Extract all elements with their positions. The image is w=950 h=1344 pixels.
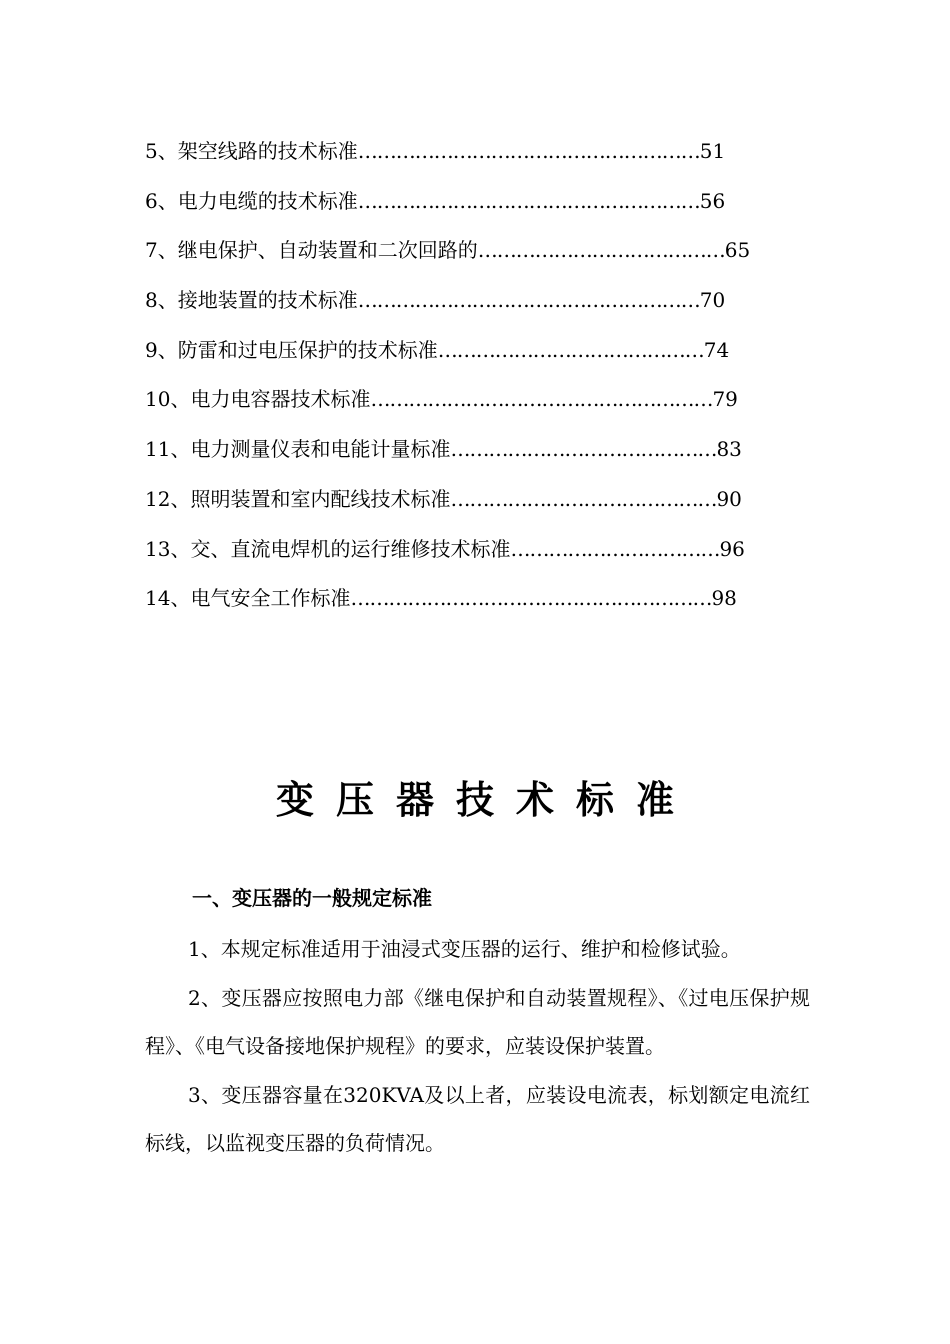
toc-entry-title: 照明装置和室内配线技术标准: [190, 486, 451, 511]
toc-entry-number: 5、: [145, 139, 178, 163]
toc-leader-dots: ……………………………: [510, 536, 720, 561]
toc-entry: [145, 330, 805, 380]
toc-entry: [145, 379, 805, 429]
toc-leader-dots: ……………………………………: [437, 337, 704, 362]
toc-entry-title: 电气安全工作标准: [190, 586, 351, 611]
toc-entry-title: 防雷和过电压保护的技术标准: [177, 337, 438, 362]
toc-entry: [145, 181, 805, 231]
toc-entry: [145, 578, 805, 628]
toc-leader-dots: ………………………………………………: [370, 387, 713, 412]
toc-entry: [145, 131, 805, 181]
toc-entry: [145, 230, 805, 280]
toc-entry-title: 架空线路的技术标准: [177, 139, 358, 163]
toc-entry-page: 51: [699, 139, 726, 163]
toc-leader-dots: ………………………………………………: [357, 139, 700, 163]
toc-entry-number: 8、: [145, 288, 178, 313]
toc-entry: [145, 429, 805, 479]
toc-entry-page: 96: [719, 536, 745, 561]
toc-leader-dots: ………………………………………………: [357, 288, 700, 313]
toc-leader-dots: …………………………………………………: [350, 586, 712, 611]
section-heading: 一、变压器的一般规定标准: [192, 886, 432, 910]
paragraph: 3、变压器容量在320KVA及以上者，应装设电流表，标划额定电流红标线，以监视变压器的负荷情况。: [145, 1082, 810, 1155]
toc-entry: [145, 280, 805, 330]
body-text: [145, 925, 810, 1168]
toc-entry-number: 13、: [145, 536, 191, 561]
toc-entry-page: 79: [712, 387, 738, 412]
toc-entry-number: 11、: [145, 437, 191, 462]
toc-entry-title: 接地装置的技术标准: [177, 288, 358, 313]
toc-leader-dots: ……………………………………: [450, 437, 717, 462]
toc-entry-title: 交、直流电焊机的运行维修技术标准: [190, 536, 511, 561]
toc-entry: [145, 529, 805, 579]
document-title: 变压器技术标准: [275, 778, 696, 822]
toc-entry-page: 74: [703, 337, 730, 362]
toc-entry-title: 继电保护、自动装置和二次回路的: [177, 238, 478, 263]
toc-entry-page: 56: [699, 188, 726, 213]
toc-entry-page: 83: [716, 437, 742, 462]
toc-entry-number: 7、: [145, 238, 178, 263]
toc-entry-title: 电力电缆的技术标准: [177, 188, 358, 213]
toc-entry-page: 70: [699, 288, 726, 313]
toc-entry-page: 65: [724, 238, 751, 263]
toc-entry-number: 6、: [145, 188, 178, 213]
toc-entry-page: 98: [711, 586, 737, 611]
toc-entry-title: 电力测量仪表和电能计量标准: [190, 437, 451, 462]
paragraph: 1、本规定标准适用于油浸式变压器的运行、维护和检修试验。: [188, 937, 741, 961]
toc-entry-number: 12、: [145, 486, 191, 511]
toc-entry: [145, 479, 805, 529]
toc-entry-number: 10、: [145, 387, 191, 412]
toc-leader-dots: ………………………………………………: [357, 188, 700, 213]
paragraph: 2、变压器应按照电力部《继电保护和自动装置规程》、《过电压保护规程》、《电气设备接地保护规程》的要求，应装设保护装置。: [145, 985, 810, 1058]
toc-leader-dots: ……………………………………: [450, 486, 717, 511]
toc-entry-number: 14、: [145, 586, 191, 611]
table-of-contents: [145, 131, 805, 628]
toc-entry-page: 90: [716, 486, 742, 511]
toc-entry-number: 9、: [145, 337, 178, 362]
toc-leader-dots: …………………………………: [477, 238, 725, 263]
toc-entry-title: 电力电容器技术标准: [190, 387, 371, 412]
